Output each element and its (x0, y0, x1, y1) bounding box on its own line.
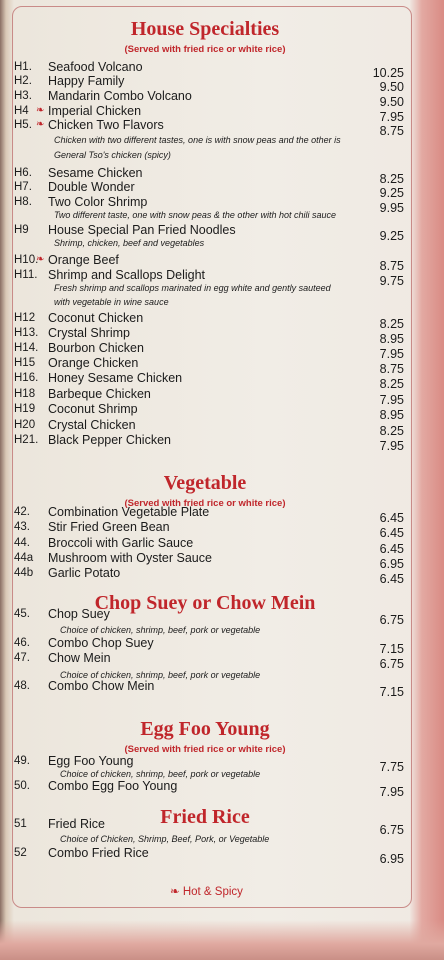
item-number: H1. (14, 61, 32, 73)
item-number: H21. (14, 434, 39, 446)
item-price: 8.25 (379, 377, 404, 391)
item-name: Honey Sesame Chicken (48, 371, 183, 385)
item-description: Choice of chicken, shrimp, beef, pork or vegetable (60, 670, 261, 680)
item-name: Stir Fried Green Bean (48, 520, 170, 534)
item-number: 44b (14, 567, 34, 579)
item-name: Chicken Two Flavors (48, 118, 164, 132)
item-price: 6.45 (379, 572, 404, 586)
item-number: 48. (14, 680, 30, 692)
item-price: 9.95 (379, 201, 404, 215)
item-name: Mushroom with Oyster Sauce (48, 551, 212, 565)
item-number: H19 (14, 403, 36, 415)
legend (170, 884, 243, 898)
item-name: Shrimp and Scallops Delight (48, 268, 206, 282)
item-number: 43. (14, 521, 30, 533)
page-bottom (0, 920, 444, 960)
item-price: 9.50 (379, 80, 404, 94)
section-title: Fried Rice (160, 806, 250, 828)
item-price: 9.75 (379, 274, 404, 288)
section-subtitle: (Served with fried rice or white rice) (124, 498, 286, 509)
item-name: Barbeque Chicken (48, 387, 151, 401)
item-description: Choice of Chicken, Shrimp, Beef, Pork, or Vegetable (60, 834, 270, 844)
item-name: Egg Foo Young (48, 754, 134, 768)
item-number: 46. (14, 637, 30, 649)
item-price: 8.75 (379, 124, 404, 138)
item-price: 7.15 (379, 642, 404, 656)
item-name: Combo Chop Suey (48, 636, 154, 650)
item-number: H20 (14, 419, 36, 431)
item-name: Double Wonder (48, 180, 135, 194)
item-number: H10. (14, 254, 39, 266)
item-name: Chop Suey (48, 607, 110, 621)
item-number: 52 (14, 847, 27, 859)
item-name: Combo Chow Mein (48, 679, 155, 693)
item-description: Choice of chicken, shrimp, beef, pork or vegetable (60, 769, 261, 779)
section-title: Chop Suey or Chow Mein (94, 592, 316, 614)
item-description: Chicken with two different tastes, one is with snow peas and the other is (54, 135, 341, 145)
item-name: Garlic Potato (48, 566, 121, 580)
hot-spicy-icon: ❧ (36, 105, 45, 116)
item-number: H16. (14, 372, 39, 384)
item-name: Coconut Chicken (48, 311, 144, 325)
item-name: Coconut Shrimp (48, 402, 138, 416)
item-name: Orange Chicken (48, 356, 139, 370)
item-price: 8.25 (379, 424, 404, 438)
item-name: Two Color Shrimp (48, 195, 148, 209)
section-subtitle: (Served with fried rice or white rice) (124, 44, 286, 55)
item-number: H9 (14, 224, 29, 236)
item-price: 7.15 (379, 685, 404, 699)
item-price: 8.75 (379, 259, 404, 273)
item-number: H13. (14, 327, 39, 339)
item-price: 8.95 (379, 408, 404, 422)
item-price: 7.95 (379, 785, 404, 799)
item-number: 45. (14, 608, 30, 620)
item-price: 6.75 (379, 657, 404, 671)
section-title: Vegetable (163, 472, 247, 494)
item-number: H18 (14, 388, 36, 400)
item-price: 7.95 (379, 347, 404, 361)
item-price: 8.25 (379, 317, 404, 331)
item-number: H5. (14, 119, 32, 131)
item-name: Combo Egg Foo Young (48, 779, 178, 793)
page-edge (410, 0, 444, 960)
item-number: 44. (14, 537, 30, 549)
item-name: Black Pepper Chicken (48, 433, 171, 447)
item-name: Combination Vegetable Plate (48, 505, 210, 519)
item-description: with vegetable in wine sauce (54, 297, 169, 307)
section-title: Egg Foo Young (140, 718, 270, 740)
item-number: 51 (14, 818, 27, 830)
item-name: Orange Beef (48, 253, 119, 267)
item-number: 44a (14, 552, 34, 564)
section-title: House Specialties (130, 18, 280, 40)
item-name: Imperial Chicken (48, 104, 142, 118)
item-price: 8.25 (379, 172, 404, 186)
hot-spicy-icon: ❧ (36, 254, 45, 265)
item-name: Crystal Chicken (48, 418, 136, 432)
item-price: 6.75 (379, 823, 404, 837)
item-number: H4 (14, 105, 29, 117)
item-price: 7.75 (379, 760, 404, 774)
item-price: 6.75 (379, 613, 404, 627)
item-name: Chow Mein (48, 651, 111, 665)
item-number: H7. (14, 181, 32, 193)
item-name: Bourbon Chicken (48, 341, 144, 355)
item-price: 6.45 (379, 542, 404, 556)
item-name: Sesame Chicken (48, 166, 143, 180)
item-number: 50. (14, 780, 30, 792)
section-subtitle: (Served with fried rice or white rice) (124, 744, 286, 755)
item-name: Broccoli with Garlic Sauce (48, 536, 194, 550)
item-price: 7.95 (379, 439, 404, 453)
item-description: General Tso's chicken (spicy) (54, 150, 171, 160)
item-price: 6.95 (379, 557, 404, 571)
item-number: H15 (14, 357, 36, 369)
item-number: H14. (14, 342, 39, 354)
item-price: 6.95 (379, 852, 404, 866)
item-number: 49. (14, 755, 30, 767)
item-number: 42. (14, 506, 30, 518)
legend-label: Hot & Spicy (182, 886, 243, 898)
item-name: Happy Family (48, 74, 125, 88)
item-price: 7.95 (379, 110, 404, 124)
item-number: H12 (14, 312, 36, 324)
item-number: H8. (14, 196, 32, 208)
item-name: House Special Pan Fried Noodles (48, 223, 236, 237)
item-number: H6. (14, 167, 32, 179)
item-price: 6.45 (379, 526, 404, 540)
item-number: H3. (14, 90, 32, 102)
item-number: H11. (14, 269, 38, 281)
item-price: 9.25 (379, 186, 404, 200)
item-name: Fried Rice (48, 817, 105, 831)
item-number: 47. (14, 652, 30, 664)
item-price: 7.95 (379, 393, 404, 407)
item-description: Choice of chicken, shrimp, beef, pork or vegetable (60, 625, 261, 635)
item-price: 6.45 (379, 511, 404, 525)
hot-spicy-icon: ❧ (36, 119, 45, 130)
item-price: 10.25 (372, 66, 404, 80)
item-price: 8.95 (379, 332, 404, 346)
item-number: H2. (14, 75, 32, 87)
item-name: Seafood Volcano (48, 60, 143, 74)
item-name: Mandarin Combo Volcano (48, 89, 192, 103)
item-name: Crystal Shrimp (48, 326, 130, 340)
item-description: Shrimp, chicken, beef and vegetables (54, 238, 205, 248)
item-price: 9.25 (379, 229, 404, 243)
hot-spicy-icon: ❧ (170, 886, 180, 898)
item-price: 9.50 (379, 95, 404, 109)
item-name: Combo Fried Rice (48, 846, 149, 860)
item-price: 8.75 (379, 362, 404, 376)
item-description: Two different taste, one with snow peas & the other with hot chili sauce (54, 210, 336, 220)
item-description: Fresh shrimp and scallops marinated in egg white and gently sauteed (54, 283, 331, 293)
